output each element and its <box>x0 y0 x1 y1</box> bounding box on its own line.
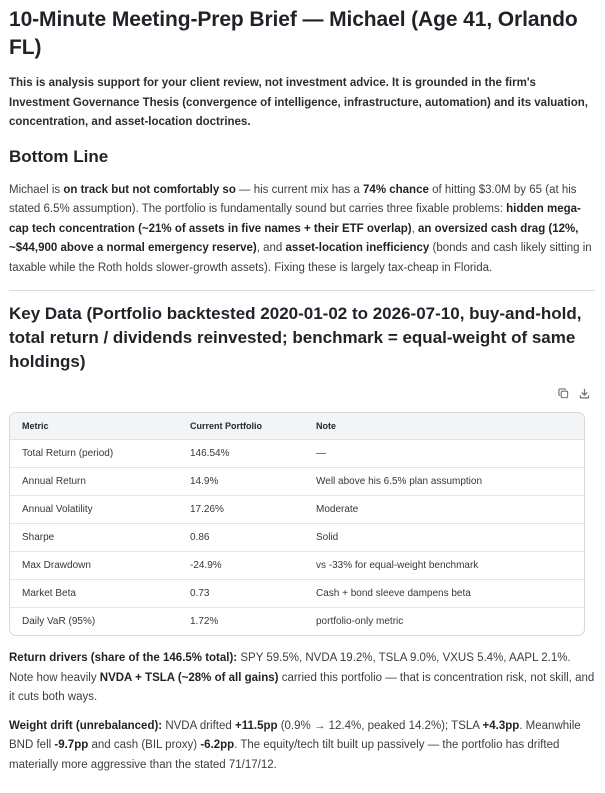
emphasis: 74% chance <box>363 183 429 196</box>
note-cell: Solid <box>304 524 584 552</box>
weight-drift-paragraph <box>9 717 595 776</box>
value-cell: 0.86 <box>178 524 304 552</box>
table-row <box>10 524 584 552</box>
table-toolbar <box>9 387 595 407</box>
page-title: 10-Minute Meeting-Prep Brief — Michael (Age 41, Orlando FL) <box>9 8 578 59</box>
table-header-row <box>10 413 584 440</box>
bottom-line-heading: Bottom Line <box>9 146 109 166</box>
intro-disclaimer: This is analysis support for your client review, not investment advice. It is grounded in the firm's Investment Governance Thesis (convergence of intelligence, infrastructure, automation) and its valuation, concentration, and asset-location doctrines. <box>9 77 588 128</box>
metric-cell: Total Return (period) <box>10 440 178 468</box>
text-span: , and <box>256 242 286 254</box>
value-cell: -24.9% <box>178 552 304 580</box>
table-row <box>10 608 584 636</box>
text-span: of hitting $3.0M by 65 (at his stated 6.5% assumption). The portfolio is fundamentally sound but carries three fixable problems: <box>9 183 577 215</box>
copy-icon[interactable] <box>557 387 570 400</box>
text-span: SPY 59.5%, NVDA 19.2%, TSLA 9.0%, VXUS 5.4%, AAPL 2.1%. Note how heavily <box>9 652 571 684</box>
emphasis: hidden mega-cap tech concentration (~21% of assets in five names + their ETF overlap) <box>9 203 581 235</box>
note-cell: Well above his 6.5% plan assumption <box>304 468 584 496</box>
table-row <box>10 580 584 608</box>
section-divider <box>9 290 595 291</box>
text-span: carried this portfolio — that is concentration risk, not skill, and it cuts both ways. <box>9 671 595 703</box>
note-cell: Cash + bond sleeve dampens beta <box>304 580 584 608</box>
emphasis: on track but not comfortably so <box>63 183 236 196</box>
return-drivers-paragraph <box>9 649 595 708</box>
table-row <box>10 468 584 496</box>
column-header-current-portfolio: Current Portfolio <box>178 413 304 440</box>
key-data-heading: Key Data (Portfolio backtested 2020-01-02 to 2026-07-10, buy-and-hold, total return / dividends reinvested; benchmark = equal-weight of same holdings) <box>9 304 582 371</box>
table-row <box>10 552 584 580</box>
value-cell: 1.72% <box>190 616 219 627</box>
emphasis: -6.2pp <box>200 739 235 751</box>
emphasis: -9.7pp <box>54 739 89 751</box>
text-span: . The equity/tech tilt built up passively — the portfolio has drifted materially more aggressive than the stated 71/17/12. <box>9 739 560 771</box>
metric-cell: Market Beta <box>10 580 178 608</box>
metric-cell: Max Drawdown <box>10 552 178 580</box>
emphasis: +11.5pp <box>235 719 278 732</box>
emphasis: an oversized cash drag (12%, ~$44,900 above a normal emergency reserve) <box>9 222 579 254</box>
column-header-note: Note <box>304 413 584 440</box>
text-span: Michael is <box>9 183 64 196</box>
key-data-table <box>9 412 585 636</box>
note-cell: Moderate <box>304 496 584 524</box>
emphasis: +4.3pp <box>482 719 520 732</box>
value-cell: 14.9% <box>178 468 304 496</box>
table-row <box>10 496 584 524</box>
emphasis: Weight drift (unrebalanced): <box>9 719 163 732</box>
emphasis: Return drivers (share of the 146.5% total): <box>9 652 238 664</box>
text-span: — his current mix has a <box>235 183 364 196</box>
note-cell: portfolio-only metric <box>316 616 404 627</box>
metric-cell: Annual Volatility <box>10 496 178 524</box>
metric-cell: Daily VaR (95%) <box>22 616 96 627</box>
note-cell: — <box>304 440 584 468</box>
text-span: , <box>411 222 419 235</box>
text-span: (0.9% → 12.4%, peaked 14.2%); TSLA <box>277 719 483 732</box>
text-span: and cash (BIL proxy) <box>88 739 201 751</box>
value-cell: 146.54% <box>178 440 304 468</box>
text-span: . Meanwhile BND fell <box>9 719 581 751</box>
emphasis: asset-location inefficiency <box>285 242 430 254</box>
metric-cell: Sharpe <box>10 524 178 552</box>
emphasis: NVDA + TSLA (~28% of all gains) <box>99 671 279 684</box>
note-cell: vs -33% for equal-weight benchmark <box>304 552 584 580</box>
download-icon[interactable] <box>578 387 591 400</box>
column-header-metric: Metric <box>10 413 178 440</box>
text-span: (bonds and cash likely sitting in taxable while the Roth holds slower-growth assets). Fixing these is largely tax-cheap in Florida. <box>9 242 592 274</box>
bottom-line-paragraph <box>9 181 595 279</box>
text-span: NVDA drifted <box>162 719 235 732</box>
table-row <box>10 440 584 468</box>
metric-cell: Annual Return <box>10 468 178 496</box>
value-cell: 17.26% <box>178 496 304 524</box>
value-cell: 0.73 <box>178 580 304 608</box>
